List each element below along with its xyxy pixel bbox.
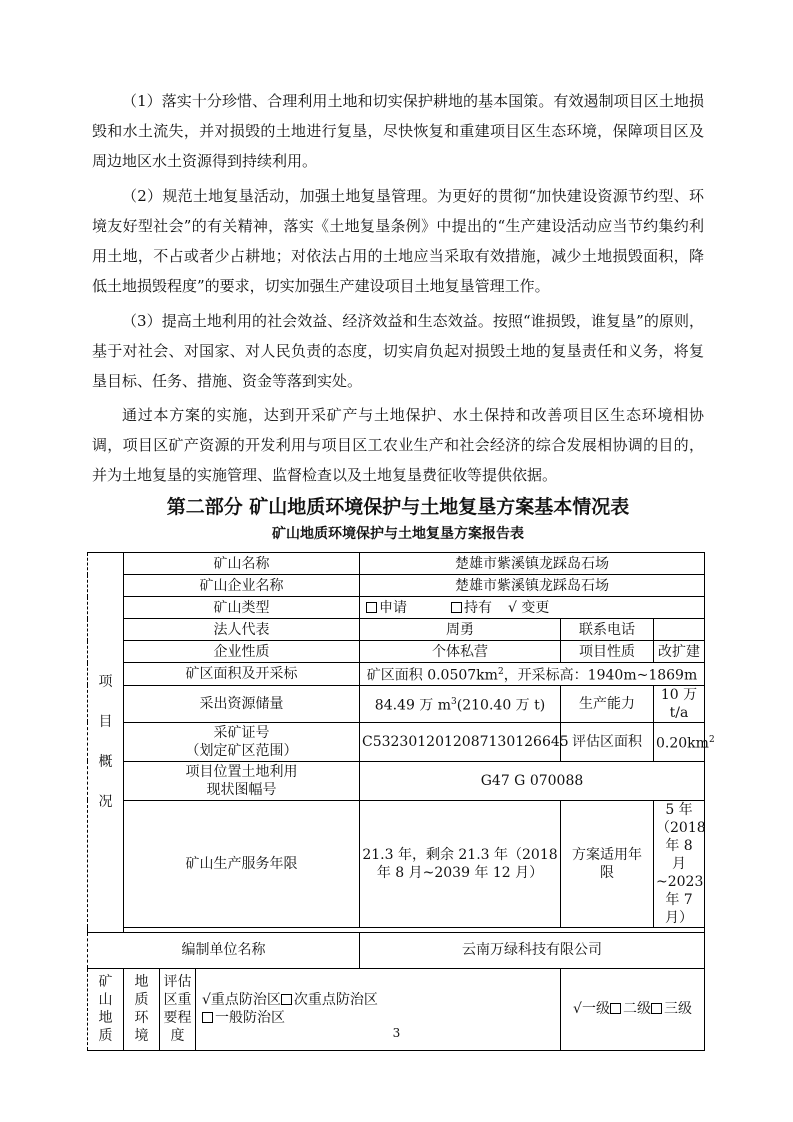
grade-options: √一级 二级 三级 bbox=[561, 968, 705, 1050]
phone-label: 联系电话 bbox=[561, 619, 654, 641]
paragraph-2: （2）规范土地复垦活动，加强土地复垦管理。为更好的贯彻“加快建设资源节约型、环境友好型社会”的有关精神，落实《土地复垦条例》中提出的“生产建设活动应当节约集约利用土地，不占或者少占耕地；对依法占用的土地应当采取有效措施，减少土地损毁面积，降低土地损毁程度”的要求，切实加强生产建设项目土地复垦管理工作。 bbox=[92, 187, 704, 295]
capacity-label: 生产能力 bbox=[561, 685, 654, 722]
enterprise-nature-value: 个体私营 bbox=[360, 641, 561, 663]
table-row bbox=[88, 575, 705, 597]
legal-rep-value: 周勇 bbox=[360, 619, 561, 641]
table-row bbox=[88, 553, 705, 575]
map-label: 项目位置土地利用 现状图幅号 bbox=[124, 761, 360, 800]
reserves-value: 84.49 万 $m^3(210.40$ 万 t) bbox=[360, 685, 561, 722]
info-table bbox=[87, 552, 715, 1051]
table-row bbox=[88, 641, 705, 663]
eval-importance-label: 评估 区重 要程 度 bbox=[160, 968, 196, 1050]
company-name-value: 楚雄市紫溪镇龙踩岛石场 bbox=[360, 575, 705, 597]
project-nature-label: 项目性质 bbox=[561, 641, 654, 663]
table-row bbox=[88, 619, 705, 641]
check-mark-icon: √ bbox=[573, 1001, 582, 1018]
section-heading: 第二部分 矿山地质环境保护与土地复垦方案基本情况表 bbox=[166, 496, 630, 518]
map-value: G47 G 070088 bbox=[360, 761, 705, 800]
mine-type-label: 矿山类型 bbox=[124, 597, 360, 619]
plan-period-value: 5 年（2018 年 8 月~2023 年 7 月） bbox=[654, 800, 705, 927]
page-number: 3 bbox=[392, 1026, 401, 1040]
project-overview-label: 项 目 概 况 bbox=[88, 553, 124, 933]
table-row bbox=[88, 597, 705, 619]
mine-type-options: 申请 持有 √ 变更 bbox=[360, 597, 705, 619]
mine-name-label: 矿山名称 bbox=[124, 553, 360, 575]
check-mark-icon: √ bbox=[508, 599, 517, 616]
zone-options: √重点防治区 次重点防治区 一般防治区 bbox=[196, 968, 561, 1050]
checkbox-icon bbox=[202, 1012, 213, 1023]
checkbox-icon bbox=[281, 994, 292, 1005]
compiler-value: 云南万绿科技有限公司 bbox=[360, 932, 705, 968]
project-nature-value: 改扩建 bbox=[654, 641, 705, 663]
checkbox-icon bbox=[610, 1003, 621, 1014]
area-label: 矿区面积及开采标 bbox=[124, 663, 360, 686]
service-value: 21.3 年，剩余 21.3 年（2018 年 8 月~2039 年 12 月） bbox=[360, 800, 561, 927]
eval-area-value: $0.20km^2$ bbox=[654, 722, 705, 761]
table-row bbox=[88, 932, 705, 968]
license-label: 采矿证号 （划定矿区范围） bbox=[124, 722, 360, 761]
service-label: 矿山生产服务年限 bbox=[124, 800, 360, 927]
table-row bbox=[88, 685, 705, 722]
capacity-value: 10 万 t/a bbox=[654, 685, 705, 722]
mine-name-value: 楚雄市紫溪镇龙踩岛石场 bbox=[360, 553, 705, 575]
legal-rep-label: 法人代表 bbox=[124, 619, 360, 641]
area-value: 矿区面积 $0.0507km^2$，开采标高：1940m~1869m bbox=[360, 663, 705, 686]
paragraph-4: 通过本方案的实施，达到开采矿产与土地保护、水土保持和改善项目区生态环境相协调，项目区矿产资源的开发利用与项目区工农业生产和社会经济的综合发展相协调的目的，并为土地复垦的实施管理、监督检查以及土地复垦费征收等提供依据。 bbox=[92, 406, 704, 484]
checkbox-icon bbox=[651, 1003, 662, 1014]
checkbox-icon bbox=[451, 602, 462, 613]
eval-area-label: 评估区面积 bbox=[561, 722, 654, 761]
table-row bbox=[88, 800, 705, 927]
paragraph-3: （3）提高土地利用的社会效益、经济效益和生态效益。按照“谁损毁，谁复垦”的原则，基于对社会、对国家、对人民负责的态度，切实肩负起对损毁土地的复垦责任和义务，将复垦目标、任务、措施、资金等落到实处。 bbox=[92, 312, 704, 390]
paragraph-1: （1）落实十分珍惜、合理利用土地和切实保护耕地的基本国策。有效遏制项目区土地损毁和水土流失，并对损毁的土地进行复垦，尽快恢复和重建项目区生态环境，保障项目区及周边地区水土资源得到持续利用。 bbox=[92, 92, 704, 170]
compiler-label: 编制单位名称 bbox=[88, 932, 360, 968]
enterprise-nature-label: 企业性质 bbox=[124, 641, 360, 663]
table-title: 矿山地质环境保护与土地复垦方案报告表 bbox=[272, 526, 524, 542]
plan-period-label: 方案适用年 限 bbox=[561, 800, 654, 927]
phone-value bbox=[654, 619, 705, 641]
check-mark-icon: √ bbox=[202, 992, 211, 1009]
checkbox-icon bbox=[366, 602, 377, 613]
company-name-label: 矿山企业名称 bbox=[124, 575, 360, 597]
table-row bbox=[88, 722, 705, 761]
geo-env-label: 矿 山 地 质 bbox=[88, 968, 124, 1050]
geo-env-sublabel: 地 质 环 境 bbox=[124, 968, 160, 1050]
reserves-label: 采出资源储量 bbox=[124, 685, 360, 722]
table-row bbox=[88, 761, 705, 800]
table-row bbox=[88, 663, 705, 686]
license-value: C5323012012087130126645 bbox=[360, 722, 561, 761]
